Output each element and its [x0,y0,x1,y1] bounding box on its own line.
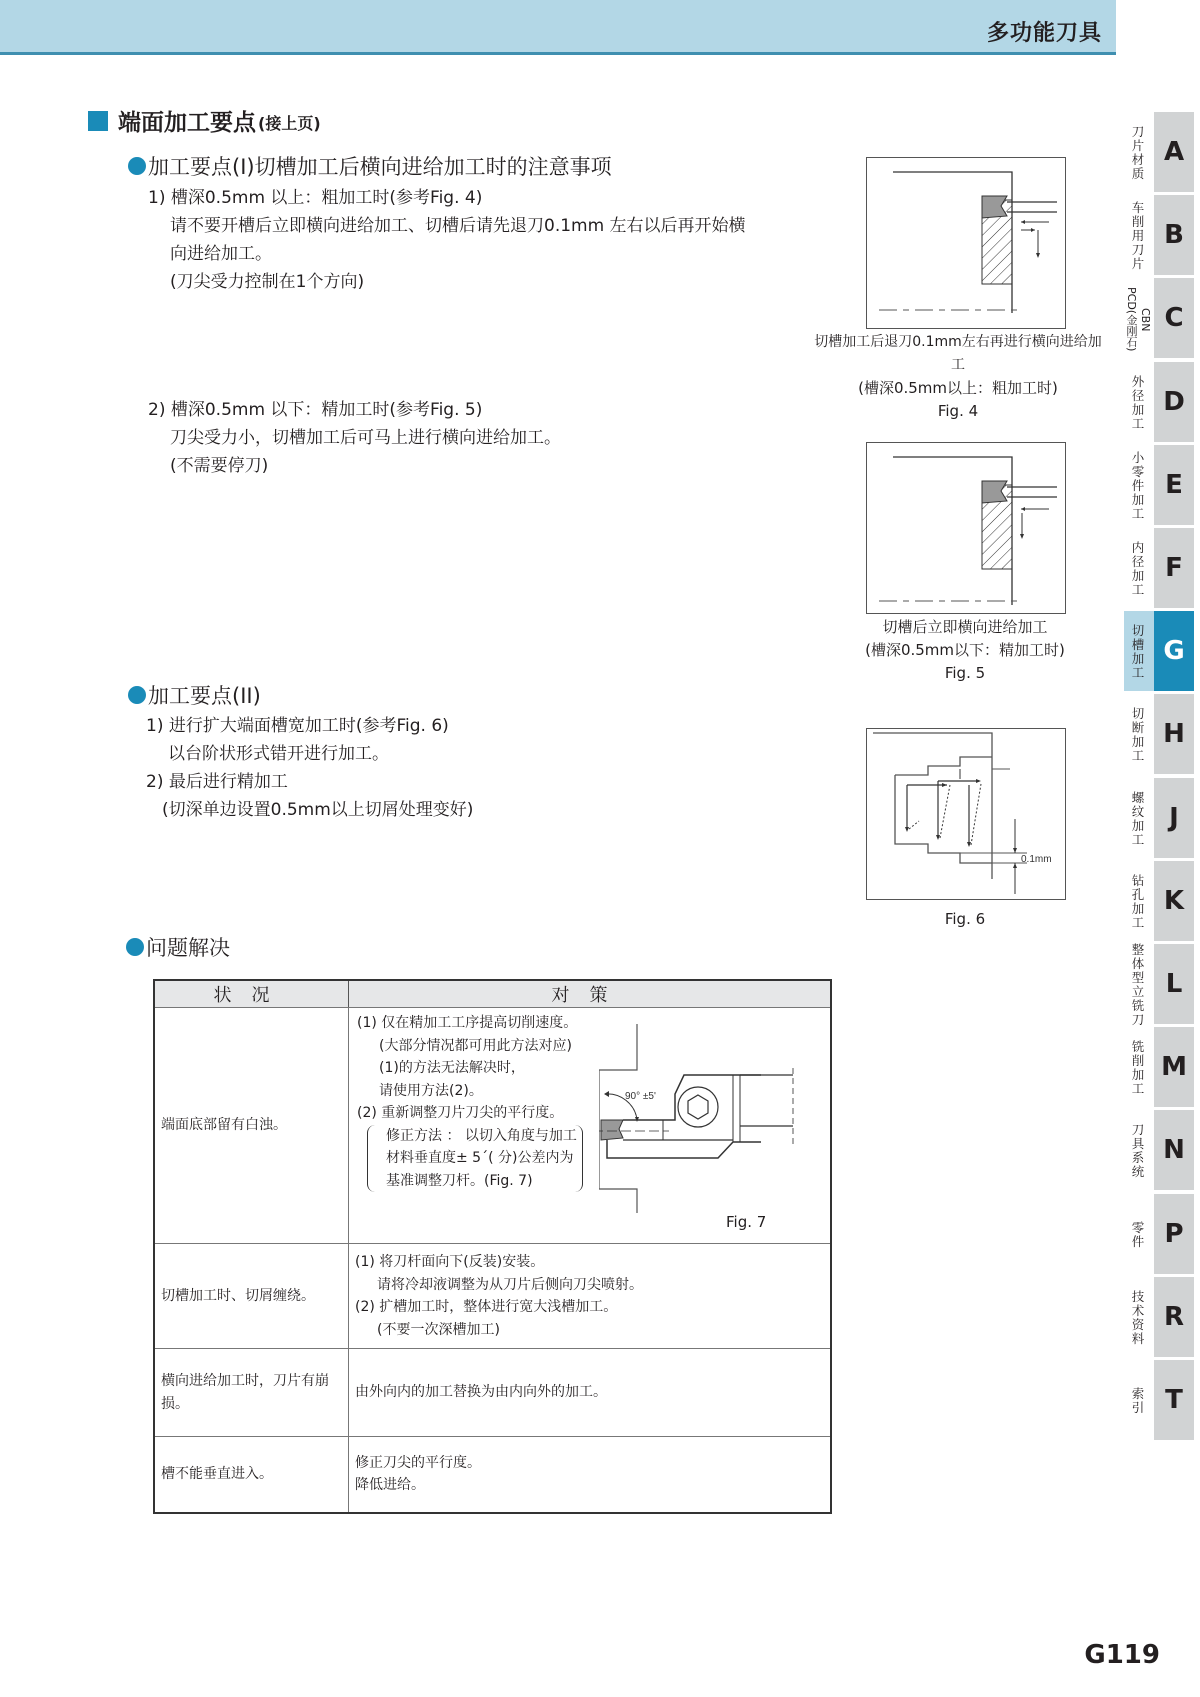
column-header-measures: 对策 [349,980,832,1008]
status-line: 损。 [161,1395,189,1412]
chapter-tab-label-char: 质 [1131,166,1145,181]
point2-list [146,712,473,824]
chapter-tab-label-char: 径 [1131,387,1145,403]
figure-5-caption [815,616,1115,685]
chapter-tab-letter: J [1154,778,1194,858]
chapter-tab-m[interactable] [1124,1027,1200,1107]
point1-item2 [148,396,561,480]
chapter-tab-label-char: 件 [1131,477,1145,493]
chapter-tab-label-char: 索 [1131,1386,1145,1401]
point2-line: 1) 进行扩大端面槽宽加工时(参考Fig. 6) [146,716,449,736]
correction-method-bracket [367,1125,583,1193]
chapter-tab-t[interactable] [1124,1360,1200,1440]
figure-6 [866,728,1066,900]
chapter-tab-label-char: 刀 [1131,124,1145,139]
status-cell: 端面底部留有白浊。 [154,1008,349,1244]
chapter-tab-label-char: 铣 [1131,998,1145,1013]
section-title-sub: (接上页) [258,114,321,133]
chapter-tab-letter: D [1154,362,1194,442]
chapter-tab-label-char: 工 [1131,1081,1145,1097]
measure-line: (不要一次深槽加工) [377,1321,500,1338]
chapter-tab-label [1126,1114,1150,1188]
measures-cell [349,1437,832,1513]
chapter-tab-label-char: 工 [1131,914,1145,930]
chapter-tab-label-char: 车 [1131,200,1145,216]
chapter-tab-label-char: 加 [1131,817,1145,833]
chapter-tab-j[interactable] [1124,778,1200,858]
point1-item1-title: 1) 槽深0.5mm 以上：粗加工时(参考Fig. 4) [148,188,483,208]
status-cell: 槽不能垂直进入。 [154,1437,349,1513]
section-title-main: 端面加工要点 [118,110,256,136]
measure-line: 基准调整刀杆。(Fig. 7) [386,1172,533,1189]
chapter-tab-label-char: CBN [1139,307,1152,332]
chapter-tab-r[interactable] [1124,1277,1200,1357]
grooving-immediate-feed-diagram-icon [867,443,1065,613]
chapter-tab-letter: E [1154,445,1194,525]
chapter-tab-label [1126,366,1150,440]
point1-heading-text: 加工要点(I)切槽加工后横向进给加工时的注意事项 [148,155,612,179]
chapter-tab-label-char: 断 [1131,720,1145,736]
chapter-tab-label-char: 零 [1131,463,1145,479]
chapter-tab-b[interactable] [1124,195,1200,275]
chapter-tab-label [1126,449,1150,523]
figure-5 [866,442,1066,614]
status-cell [154,1349,349,1437]
chapter-tab-label-char: 加 [1131,651,1145,667]
chapter-tab-label-char: 切 [1131,706,1145,722]
chapter-tab-label [1126,282,1150,356]
square-bullet-icon [88,111,108,131]
measure-line: (大部分情况都可用此方法对应) [379,1037,572,1054]
chapter-tab-label-char: PCD(金刚石) [1125,287,1138,352]
header-band [0,0,1116,55]
chapter-tab-label-char: 加 [1131,1067,1145,1083]
chapter-tab-label-char: 工 [1131,505,1145,521]
chapter-tab-label [1126,865,1150,939]
point1-item1 [148,184,746,296]
figure-4 [866,157,1066,329]
chapter-tab-label-char: 型 [1131,970,1145,985]
chapter-tab-label-char: 工 [1131,748,1145,764]
point2-line: (切深单边设置0.5mm以上切屑处理变好) [162,800,474,820]
chapter-tab-label-char: 加 [1131,401,1145,417]
chapter-tab-letter: B [1154,195,1194,275]
chapter-tab-f[interactable] [1124,528,1200,608]
chapter-tab-label-char: 术 [1131,1302,1145,1318]
grooving-retract-diagram-icon [867,158,1065,328]
chapter-tab-label-char: 件 [1131,1233,1145,1249]
chapter-tab-label-char: 片 [1131,256,1145,272]
measure-line: 修正方法 ： 以切入角度与加工 [386,1127,577,1144]
chapter-tab-l[interactable] [1124,942,1200,1027]
point1-heading [128,151,612,181]
figure-5-caption-line: (槽深0.5mm以下：精加工时) [865,641,1065,659]
chapter-tab-h[interactable] [1124,694,1200,774]
chapter-tab-label-char: 槽 [1131,637,1145,653]
chapter-tab-label-char: 削 [1131,214,1145,230]
chapter-tab-label-char: 切 [1131,623,1145,639]
chapter-tab-label-char: 工 [1131,582,1145,597]
table-row [154,1244,831,1349]
chapter-tab-label-char: 铣 [1131,1039,1145,1055]
status-line: 横向进给加工时，刀片有崩 [161,1373,329,1389]
chapter-tab-label-char: 工 [1131,665,1145,681]
chapter-tab-label-char: 加 [1131,734,1145,750]
chapter-tab-label-char: 技 [1131,1288,1145,1304]
measure-line: (2) 重新调整刀片刀尖的平行度。 [357,1105,564,1121]
figure-7-label: Fig. 7 [726,1213,767,1231]
figure-5-caption-line: 切槽后立即横向进给加工 [882,618,1048,636]
chapter-tab-label-char: 径 [1131,554,1145,569]
measures-cell [349,1244,832,1349]
measures-cell [349,1008,832,1244]
chapter-tab-d[interactable] [1124,362,1200,442]
chapter-tab-label-char: 工 [1131,415,1145,431]
table-row [154,1349,831,1437]
chapter-tab-k[interactable] [1124,861,1200,941]
chapter-tab-letter: C [1154,278,1194,358]
figure-4-label: Fig. 4 [937,402,979,420]
chapter-tab-label [1126,199,1150,273]
chapter-tab-letter: T [1154,1360,1194,1440]
point2-line: 2) 最后进行精加工 [146,772,288,792]
measure-line: 降低进给。 [355,1477,425,1494]
measure-line: 请将冷却液调整为从刀片后侧向刀尖喷射。 [377,1276,643,1293]
chapter-tab-label [1126,116,1150,190]
troubleshooting-heading-text: 问题解决 [146,936,230,960]
figure-6-dimension: 0.1mm [1021,854,1052,865]
chapter-tab-label-char: 刀 [1131,242,1145,258]
troubleshooting-heading [126,932,230,962]
chapter-tab-label-char: 刀 [1131,1122,1145,1138]
table-row [154,1008,831,1244]
chapter-tab-letter: M [1154,1027,1194,1107]
measure-line: (1) 将刀杆面向下(反装)安装。 [355,1254,545,1270]
chapter-tab-label-char: 系 [1131,1150,1145,1166]
chapter-tab-c[interactable] [1124,278,1200,358]
chapter-tab-label-char: 外 [1131,373,1145,389]
circle-bullet-icon [128,686,146,704]
point1-item2-title: 2) 槽深0.5mm 以下：精加工时(参考Fig. 5) [148,400,483,420]
chapter-tab-label-char: 立 [1131,984,1145,999]
chapter-tab-label-char: 资 [1131,1316,1145,1332]
figure-7-toolholder-diagram-icon [599,1018,799,1213]
chapter-tab-letter: H [1154,694,1194,774]
chapter-tab-label-char: 材 [1131,152,1145,167]
chapter-tab-label-char: 加 [1131,900,1145,916]
stepped-widening-diagram-icon [867,729,1065,899]
page-number: G119 [1084,1640,1160,1670]
measure-line: (1) 仅在精加工工序提高切削速度。 [357,1015,578,1031]
table-header-row [154,980,831,1008]
chapter-tab-label [1126,1281,1150,1355]
chapter-tab-label-char: 统 [1131,1164,1145,1180]
chapter-tab-label [1126,532,1150,606]
chapter-tab-label-char: 刀 [1131,1012,1145,1027]
figure-6-label: Fig. 6 [944,910,986,928]
figure-4-caption [808,331,1108,423]
figure-5-label: Fig. 5 [944,664,986,682]
chapter-tab-g[interactable] [1124,611,1200,691]
chapter-tab-label-char: 螺 [1131,789,1145,805]
circle-bullet-icon [128,157,146,175]
column-header-status: 状况 [154,980,349,1008]
measures-cell: 由外向内的加工替换为由内向外的加工。 [349,1349,832,1437]
chapter-tab-a[interactable] [1124,112,1200,192]
measure-line: 请使用方法(2)。 [379,1082,483,1099]
chapter-tab-label-char: 内 [1131,540,1145,555]
chapter-tab-letter: L [1154,944,1194,1024]
angle-label: 90° ±5' [625,1091,656,1102]
section-title [88,104,321,137]
chapter-tab-letter: A [1154,112,1194,192]
chapter-tab-letter: F [1154,528,1194,608]
chapter-tab-label-char: 加 [1131,491,1145,507]
point1-item1-line: 请不要开槽后立即横向进给加工、切槽后请先退刀0.1mm 左右以后再开始横 [170,216,746,236]
troubleshooting-table [153,979,832,1514]
measure-line: (1)的方法无法解决时， [379,1060,525,1076]
figure-4-caption-line: (槽深0.5mm以上：粗加工时) [858,379,1058,397]
chapter-tab-label [1126,782,1150,856]
chapter-tab-label [1126,1364,1150,1438]
chapter-tab-letter: N [1154,1110,1194,1190]
measure-line: (2) 扩槽加工时，整体进行宽大浅槽加工。 [355,1299,618,1315]
chapter-tab-label-char: 引 [1131,1400,1145,1415]
chapter-tab-label [1126,615,1150,689]
chapter-tab-label-char: 料 [1131,1330,1145,1346]
table-row [154,1437,831,1513]
chapter-tab-e[interactable] [1124,445,1200,525]
chapter-tab-letter: K [1154,861,1194,941]
chapter-tab-label [1126,1198,1150,1272]
header-title: 多功能刀具 [986,21,1102,46]
measure-line: 材料垂直度± 5´( 分)公差内为 [386,1150,574,1166]
figure-6-caption [815,908,1115,931]
chapter-tab-letter: G [1154,611,1194,691]
circle-bullet-icon [126,938,144,956]
chapter-tab-letter: R [1154,1277,1194,1357]
chapter-tab-label [1126,698,1150,772]
point1-item1-line: 向进给加工。 [170,244,272,264]
status-cell: 切槽加工时、切屑缠绕。 [154,1244,349,1349]
chapter-tab-label [1126,942,1150,1027]
chapter-tab-p[interactable] [1124,1194,1200,1274]
chapter-tab-label-char: 片 [1131,138,1145,153]
chapter-tab-label-char: 钻 [1131,872,1145,888]
chapter-tab-label-char: 加 [1131,568,1145,583]
point1-item1-line: (刀尖受力控制在1个方向) [170,272,365,292]
point1-item2-line: (不需要停刀) [170,456,269,476]
chapter-tab-label [1126,1031,1150,1105]
chapter-tab-label-char: 削 [1131,1053,1145,1069]
chapter-tab-label-char: 小 [1131,449,1145,465]
point2-line: 以台阶状形式错开进行加工。 [168,744,389,764]
chapter-tab-label-char: 孔 [1131,886,1145,902]
point1-item2-line: 刀尖受力小，切槽加工后可马上进行横向进给加工。 [170,428,561,448]
chapter-tab-label-char: 用 [1131,228,1145,244]
chapter-tab-label-char: 整 [1131,942,1145,957]
chapter-tab-label-char: 纹 [1131,803,1145,819]
figure-4-caption-line: 切槽加工后退刀0.1mm左右再进行横向进给加工 [814,334,1102,373]
chapter-tab-label-char: 具 [1131,1136,1145,1152]
point2-heading [128,680,261,710]
chapter-tab-n[interactable] [1124,1110,1200,1190]
chapter-tab-label-char: 工 [1131,831,1145,847]
measure-line: 修正刀尖的平行度。 [355,1454,481,1471]
chapter-tab-label-char: 零 [1131,1219,1145,1235]
chapter-tab-letter: P [1154,1194,1194,1274]
chapter-tab-label-char: 体 [1131,956,1145,971]
point2-heading-text: 加工要点(II) [148,684,261,708]
